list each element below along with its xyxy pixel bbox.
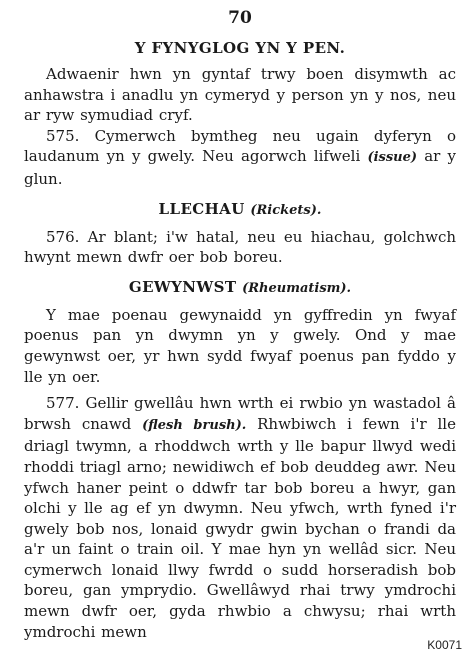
paragraph-text: Cymerwch bymtheg neu ugain dyferyn o laudanum yn y gwely. Neu agorwch lifweli [24, 126, 456, 166]
paragraph-575 [24, 126, 456, 190]
paragraph-number: 577. [46, 394, 80, 413]
paragraph-number: 575. [46, 126, 80, 145]
inline-english-note: (flesh brush). [142, 417, 247, 433]
page-body [24, 8, 456, 642]
section-heading-llechau [24, 199, 456, 221]
section-heading-text: Y FYNYGLOG YN Y PEN. [134, 39, 346, 57]
section-heading-text: GEWYNWST [128, 277, 237, 296]
catalog-id: K0071 [427, 638, 462, 652]
paragraph-text-after: ar y glun. [24, 147, 456, 188]
paragraph-number: 576. [46, 227, 80, 246]
paragraph-text: Ar blant; i'w hatal, neu eu hiachau, golchwch hwynt mewn dwfr oer bob boreu. [24, 227, 456, 267]
page-number: 70 [228, 8, 252, 28]
section-heading-note: (Rheumatism). [242, 280, 352, 296]
section-heading-gewynwst [24, 277, 456, 299]
paragraph-intro-fynyglog [24, 64, 456, 126]
paragraph-intro-gewynwst [24, 305, 456, 387]
paragraph-text: Y mae poenau gewynaidd yn gyffredin yn fwyaf poenus pan yn dwymn yn y gwely. Ond y mae gewynwst oer, yr hwn sydd fwyaf poenus pan fyddo y lle yn oer. [24, 305, 456, 386]
section-heading-note: (Rickets). [250, 202, 322, 218]
section-heading-fynyglog [24, 38, 456, 58]
paragraph-text: Adwaenir hwn yn gyntaf trwy boen disymwth ac anhawstra i anadlu yn cymeryd y person yn y nos, neu ar ryw symudiad cryf. [24, 65, 456, 125]
paragraph-577 [24, 393, 456, 642]
inline-english-note: (issue) [367, 150, 418, 166]
paragraph-text: Gellir gwellâu hwn wrth ei rwbio yn wastadol â brwsh cnawd [24, 394, 457, 433]
section-heading-text: LLECHAU [158, 199, 245, 218]
paragraph-text-after: Rhwbiwch i fewn i'r lle driagl twymn, a rhoddwch wrth y lle bapur llwyd wedi rhoddi triagl arno; newidiwch ef bob deuddeg awr. Neu yfwch haner peint o ddwfr tar bob boreu a hwyr, gan olchi y lle ag ef yn dwymn. Neu yfwch, wrth fyned i'r gwely bob nos, lonaid gwydr gwin bychan o frandi da a'r un faint o train oil. Y mae hyn yn wellâd sicr. Neu cymerwch lonaid llwy fwrdd o sudd horseradish bob boreu, gan ymprydio. Gwellâwyd rhai trwy ymdrochi mewn dwfr oer, gyda rhwbio a chwysu; rhai wrth ymdrochi mewn [24, 414, 456, 641]
paragraph-576 [24, 227, 456, 268]
